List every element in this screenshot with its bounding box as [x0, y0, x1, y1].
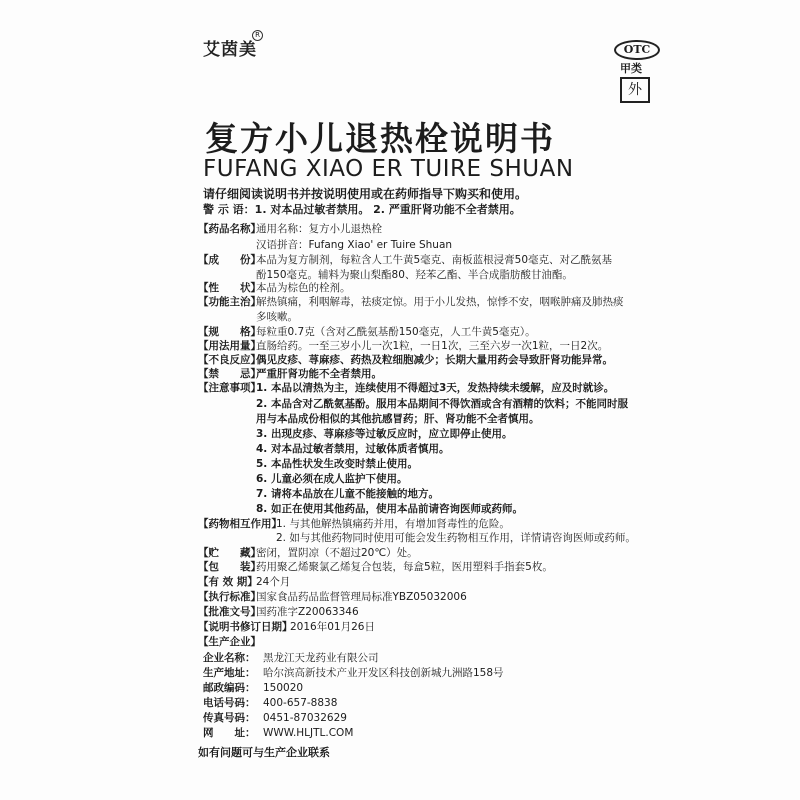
validity-row	[198, 575, 290, 589]
specification-text: 每粒重0.7克（含对乙酰氨基酚150毫克，人工牛黄5毫克）。	[256, 326, 536, 338]
approval-text: 国药准字Z20063346	[256, 606, 359, 618]
composition-row	[198, 253, 612, 267]
indications-row	[198, 295, 624, 309]
footer-contact: 如有问题可与生产企业联系	[198, 746, 330, 759]
dosage-text: 直肠给药。一至三岁小儿一次1粒，一日1次，三至六岁一次1粒，一日2次。	[256, 340, 609, 352]
precaution-item: 用与本品成份相似的其他抗感冒药；肝、肾功能不全者慎用。	[256, 413, 540, 425]
company-label: 电话号码：	[203, 697, 256, 709]
fax-row	[203, 711, 347, 725]
field-label: 【不良反应】	[198, 354, 261, 366]
registered-mark: R	[252, 30, 263, 41]
contraindications-text: 严重肝肾功能不全者禁用。	[256, 368, 382, 380]
precaution-item: 5. 本品性状发生改变时禁止使用。	[256, 458, 418, 470]
page-title: 复方小儿退热栓说明书	[205, 119, 555, 158]
field-label: 【包 装】	[198, 561, 261, 573]
composition-text-2: 酚150毫克。辅料为聚山梨酯80、羟苯乙酯、半合成脂肪酸甘油酯。	[256, 269, 573, 281]
company-value: 0451-87032629	[263, 712, 347, 724]
field-label: 【有 效 期】	[198, 576, 258, 588]
specification-row	[198, 325, 536, 339]
page-subtitle: FUFANG XIAO ER TUIRE SHUAN	[203, 156, 574, 182]
pinyin-name: 汉语拼音：Fufang Xiao' er Tuire Shuan	[256, 239, 453, 251]
approval-row	[198, 605, 359, 619]
precaution-item: 6. 儿童必须在成人监护下使用。	[256, 473, 408, 485]
package-text: 药用聚乙烯聚氯乙烯复合包装，每盒5粒，医用塑料手指套5枚。	[256, 561, 553, 573]
field-label: 【说明书修订日期】	[198, 621, 293, 633]
otc-badge: OTC	[614, 40, 660, 60]
company-value: 黑龙江天龙药业有限公司	[263, 652, 379, 664]
field-label: 【药品名称】	[198, 223, 261, 235]
adverse-text: 偶见皮疹、荨麻疹、药热及粒细胞减少；长期大量用药会导致肝肾功能异常。	[256, 354, 613, 366]
indications-text-2: 多咳嗽。	[256, 311, 298, 323]
company-label: 邮政编码：	[203, 682, 256, 694]
standard-text: 国家食品药品监督管理局标准YBZ05032006	[256, 591, 467, 603]
company-label: 企业名称：	[203, 652, 256, 664]
company-value: 哈尔滨高新技术产业开发区科技创新城九洲路158号	[263, 667, 504, 679]
indications-text: 解热镇痛，利咽解毒，祛痰定惊。用于小儿发热，惊悸不安，咽喉肿痛及肺热痰	[256, 296, 624, 308]
postcode-row	[203, 681, 303, 695]
brand-logo: 艾茵美	[203, 40, 257, 60]
field-label: 【药物相互作用】	[198, 518, 282, 530]
storage-text: 密闭，置阴凉（不超过20℃）处。	[256, 547, 418, 559]
dosage-row	[198, 339, 608, 353]
field-label: 【用法用量】	[198, 340, 261, 352]
company-label: 传真号码：	[203, 712, 256, 724]
interactions-row	[198, 517, 510, 531]
field-label: 【注意事项】	[198, 382, 261, 394]
precaution-item: 2. 本品含对乙酰氨基酚。服用本品期间不得饮酒或含有酒精的饮料；不能同时服	[256, 398, 628, 410]
external-use-badge: 外	[620, 77, 650, 103]
interactions-text: 1. 与其他解热镇痛药并用，有增加肾毒性的危险。	[276, 518, 510, 530]
precaution-item: 3. 出现皮疹、荨麻疹等过敏反应时，应立即停止使用。	[256, 428, 513, 440]
contraindications-row	[198, 367, 382, 381]
company-label: 网 址：	[203, 727, 256, 739]
read-notice: 请仔细阅读说明书并按说明使用或在药师指导下购买和使用。	[203, 187, 528, 201]
precautions-row	[198, 381, 614, 395]
drug-name-row	[198, 222, 382, 236]
company-row	[203, 651, 379, 665]
validity-text: 24个月	[256, 576, 291, 588]
field-label: 【成 份】	[198, 254, 261, 266]
field-label: 【禁 忌】	[198, 368, 261, 380]
website-row	[203, 726, 353, 740]
field-label: 【性 状】	[198, 282, 261, 294]
character-row	[198, 281, 351, 295]
drug-class: 甲类	[620, 62, 642, 75]
field-label: 【功能主治】	[198, 296, 261, 308]
standard-row	[198, 590, 467, 604]
revision-row	[198, 620, 375, 634]
storage-row	[198, 546, 418, 560]
field-label: 【批准文号】	[198, 606, 261, 618]
adverse-row	[198, 353, 613, 367]
company-value: 150020	[263, 682, 304, 694]
field-label: 【贮 藏】	[198, 547, 261, 559]
interactions-text-2: 2. 如与其他药物同时使用可能会发生药物相互作用，详情请咨询医师或药师。	[276, 532, 636, 544]
field-label: 【规 格】	[198, 326, 261, 338]
field-label: 【执行标准】	[198, 591, 261, 603]
company-value: 400-657-8838	[263, 697, 338, 709]
precaution-item: 4. 对本品过敏者禁用，过敏体质者慎用。	[256, 443, 450, 455]
package-row	[198, 560, 553, 574]
address-row	[203, 666, 504, 680]
warning-line: 警 示 语：1. 对本品过敏者禁用。 2. 严重肝肾功能不全者禁用。	[203, 203, 521, 216]
common-name: 通用名称：复方小儿退热栓	[256, 223, 382, 235]
company-value: WWW.HLJTL.COM	[263, 727, 354, 739]
phone-row	[203, 696, 337, 710]
precaution-item: 1. 本品以清热为主，连续使用不得超过3天，发热持续未缓解，应及时就诊。	[256, 382, 615, 394]
precaution-item: 7. 请将本品放在儿童不能接触的地方。	[256, 488, 439, 500]
character-text: 本品为棕色的栓剂。	[256, 282, 351, 294]
precaution-item: 8. 如正在使用其他药品，使用本品前请咨询医师或药师。	[256, 503, 523, 515]
company-label: 生产地址：	[203, 667, 256, 679]
composition-text: 本品为复方制剂，每粒含人工牛黄5毫克、南板蓝根浸膏50毫克、对乙酰氨基	[256, 254, 613, 266]
manufacturer-heading: 【生产企业】	[198, 636, 261, 648]
revision-text: 2016年01月26日	[290, 621, 375, 633]
